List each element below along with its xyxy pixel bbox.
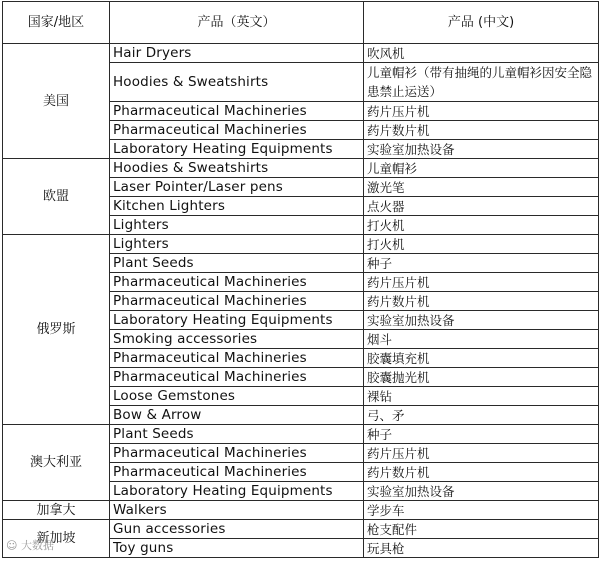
table-header-row [3,2,599,44]
product-en-cell: Plant Seeds [110,254,364,273]
product-cn-cell: 实验室加热设备 [364,311,599,330]
country-cell: 加拿大 [3,501,110,520]
product-en-cell: Laser Pointer/Laser pens [110,178,364,197]
product-en-cell: Hoodies & Sweatshirts [110,159,364,178]
product-cn-cell: 点火器 [364,197,599,216]
product-en-cell: Pharmaceutical Machineries [110,292,364,311]
product-cn-cell: 药片数片机 [364,121,599,140]
product-en-cell: Smoking accessories [110,330,364,349]
header-product-en: 产品（英文） [110,2,364,44]
country-cell: 俄罗斯 [3,235,110,425]
product-cn-cell: 裸钻 [364,387,599,406]
product-en-cell: Pharmaceutical Machineries [110,368,364,387]
product-cn-cell: 儿童帽衫 [364,159,599,178]
table-row [3,159,599,178]
product-cn-cell: 学步车 [364,501,599,520]
product-cn-cell: 胶囊抛光机 [364,368,599,387]
product-cn-cell: 药片压片机 [364,102,599,121]
product-cn-cell: 枪支配件 [364,520,599,539]
table-row [3,44,599,63]
product-en-cell: Bow & Arrow [110,406,364,425]
product-en-cell: Kitchen Lighters [110,197,364,216]
product-en-cell: Walkers [110,501,364,520]
product-cn-cell: 打火机 [364,235,599,254]
country-cell: 澳大利亚 [3,425,110,501]
product-cn-cell: 胶囊填充机 [364,349,599,368]
product-en-cell: Toy guns [110,539,364,558]
country-cell: 新加坡 [3,520,110,558]
product-cn-cell: 种子 [364,254,599,273]
product-en-cell: Hair Dryers [110,44,364,63]
product-en-cell: Pharmaceutical Machineries [110,349,364,368]
product-cn-cell: 弓、矛 [364,406,599,425]
country-cell: 欧盟 [3,159,110,235]
product-en-cell: Pharmaceutical Machineries [110,121,364,140]
product-en-cell: Pharmaceutical Machineries [110,273,364,292]
product-en-cell: Lighters [110,216,364,235]
product-cn-cell: 种子 [364,425,599,444]
product-en-cell: Pharmaceutical Machineries [110,463,364,482]
header-country: 国家/地区 [3,2,110,44]
product-cn-cell: 药片数片机 [364,463,599,482]
product-cn-cell: 烟斗 [364,330,599,349]
product-cn-cell: 药片压片机 [364,273,599,292]
product-en-cell: Laboratory Heating Equipments [110,311,364,330]
product-cn-cell: 吹风机 [364,44,599,63]
product-en-cell: Gun accessories [110,520,364,539]
product-cn-cell: 儿童帽衫（带有抽绳的儿童帽衫因安全隐患禁止运送） [364,63,599,102]
product-cn-cell: 实验室加热设备 [364,140,599,159]
table-row [3,501,599,520]
country-cell: 美国 [3,44,110,159]
table-row [3,235,599,254]
watermark-logo: ☺ 大数据 [6,539,54,552]
product-en-cell: Plant Seeds [110,425,364,444]
product-en-cell: Hoodies & Sweatshirts [110,63,364,102]
product-cn-cell: 药片数片机 [364,292,599,311]
product-cn-cell: 药片压片机 [364,444,599,463]
product-cn-cell: 打火机 [364,216,599,235]
table-row [3,520,599,539]
product-cn-cell: 玩具枪 [364,539,599,558]
restricted-products-table [2,1,599,558]
product-cn-cell: 激光笔 [364,178,599,197]
product-en-cell: Loose Gemstones [110,387,364,406]
table-row [3,425,599,444]
product-en-cell: Lighters [110,235,364,254]
product-en-cell: Laboratory Heating Equipments [110,482,364,501]
table-body [3,44,599,558]
product-en-cell: Pharmaceutical Machineries [110,444,364,463]
product-en-cell: Laboratory Heating Equipments [110,140,364,159]
header-product-cn: 产品 (中文) [364,2,599,44]
product-en-cell: Pharmaceutical Machineries [110,102,364,121]
product-cn-cell: 实验室加热设备 [364,482,599,501]
